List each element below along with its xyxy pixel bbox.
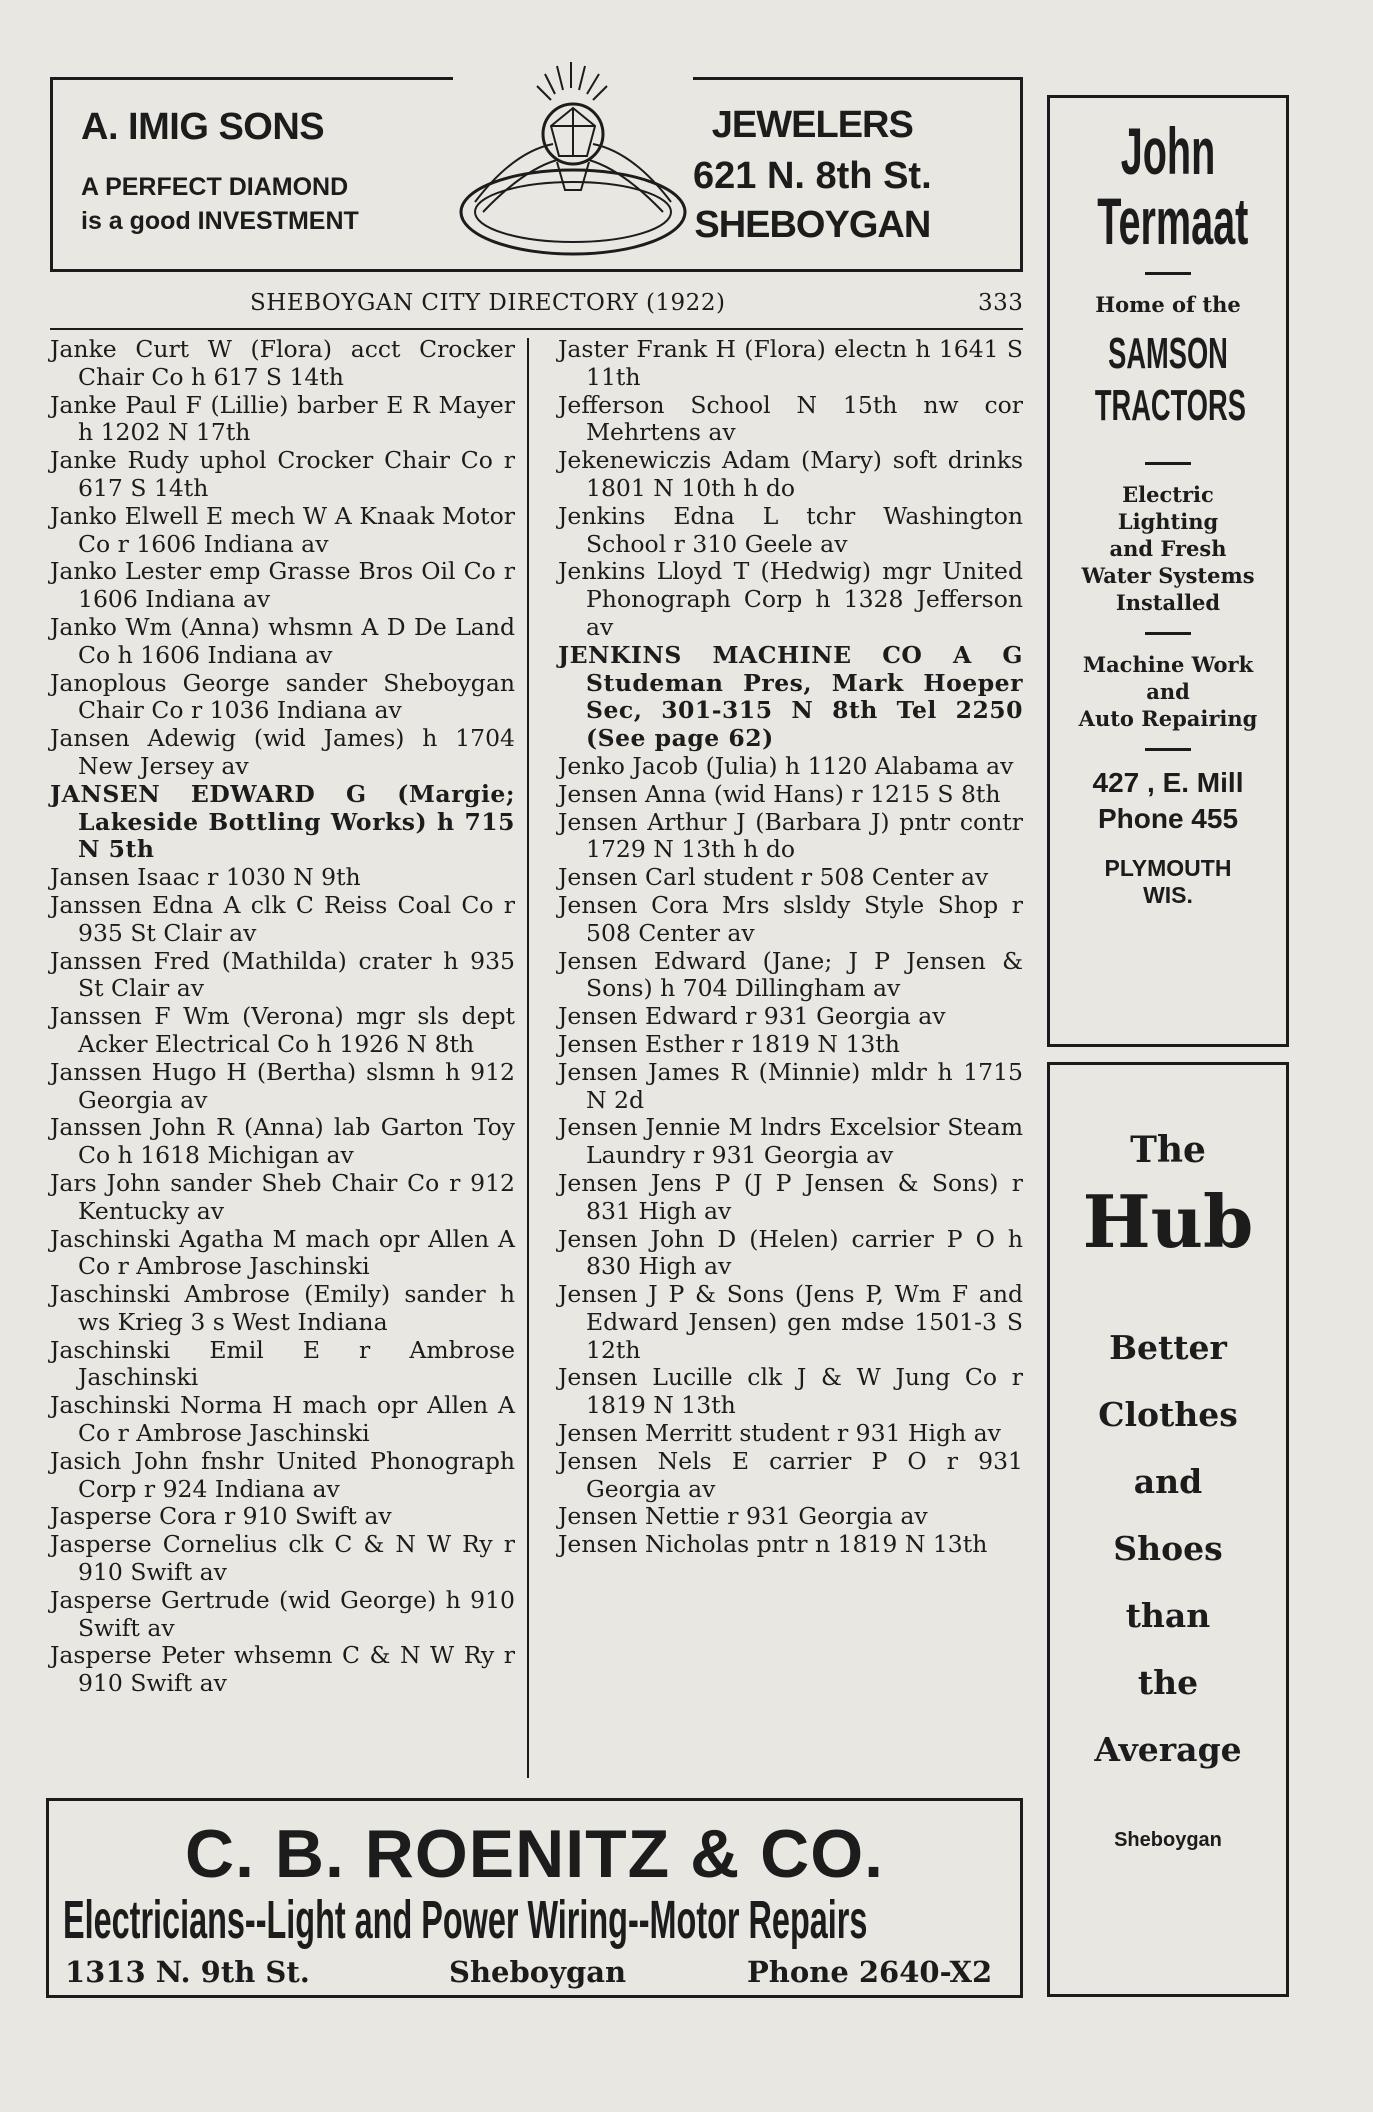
directory-entry: Jensen Merritt student r 931 High av: [558, 1419, 1001, 1448]
termaat-services-2: [1050, 651, 1286, 732]
hub-name: Hub: [1082, 1179, 1254, 1264]
hub-slogan-word: Clothes: [1098, 1395, 1238, 1434]
hub-slogan-word: the: [1137, 1663, 1199, 1702]
directory-entry: JANSEN EDWARD G (Margie; Lakeside Bottling Works) h 715 N 5th: [50, 779, 515, 864]
directory-entry: Jensen Jennie M lndrs Excelsior Steam Laundry r 931 Georgia av: [558, 1113, 1023, 1170]
hub-the: The: [1130, 1129, 1206, 1171]
imig-ad-address: 621 N. 8th St.: [693, 155, 932, 197]
directory-entry: Janko Lester emp Grasse Bros Oil Co r 1606 Indiana av: [50, 557, 515, 614]
directory-entry: Janke Curt W (Flora) acct Crocker Chair Co h 617 S 14th: [50, 335, 515, 391]
directory-entry: Jasperse Peter whsemn C & N W Ry r 910 Swift av: [50, 1641, 515, 1698]
termaat-city-1: PLYMOUTH: [1104, 855, 1232, 881]
directory-entry: Jensen Jens P (J P Jensen & Sons) r 831 High av: [558, 1168, 1023, 1225]
directory-entry: Jensen Cora Mrs slsldy Style Shop r 508 Center av: [558, 890, 1023, 947]
column-divider: [527, 338, 529, 1778]
directory-entry: Jensen Esther r 1819 N 13th: [558, 1029, 900, 1058]
directory-entry: Jasperse Gertrude (wid George) h 910 Swift av: [50, 1585, 515, 1642]
directory-entry: Jensen Carl student r 508 Center av: [558, 863, 989, 892]
termaat-service-line: and: [1146, 679, 1190, 704]
termaat-rule: [1145, 272, 1191, 275]
directory-entry: Janssen Fred (Mathilda) crater h 935 St Clair av: [50, 946, 515, 1003]
directory-entry: Jasperse Cornelius clk C & N W Ry r 910 Swift av: [50, 1530, 515, 1587]
directory-entry: Jensen Nicholas pntr n 1819 N 13th: [558, 1530, 988, 1559]
termaat-city-2: WIS.: [1143, 882, 1193, 908]
directory-entry: Janke Paul F (Lillie) barber E R Mayer h 1202 N 17th: [50, 390, 515, 447]
hub-slogan-word: Average: [1094, 1730, 1242, 1769]
directory-entry: Jansen Isaac r 1030 N 9th: [50, 863, 361, 892]
termaat-name-2: Termaat: [1097, 184, 1249, 258]
directory-entry: Jaschinski Agatha M mach opr Allen A Co r Ambrose Jaschinski: [50, 1224, 515, 1281]
termaat-name-1: John: [1120, 114, 1216, 188]
directory-entry: Jensen Arthur J (Barbara J) pntr contr 1729 N 13th h do: [558, 807, 1023, 864]
directory-entry: Janko Wm (Anna) whsmn A D De Land Co h 1606 Indiana av: [50, 612, 515, 669]
termaat-service-line: Water Systems: [1081, 563, 1255, 588]
imig-ad-name: A. IMIG SONS: [81, 106, 325, 148]
directory-entry: Jasich John fnshr United Phonograph Corp r 924 Indiana av: [50, 1446, 515, 1503]
right-listing-column: [558, 336, 1023, 1559]
roenitz-name: C. B. ROENITZ & CO.: [185, 1816, 884, 1892]
page-number: 333: [978, 290, 1024, 316]
hub-slogan-word: Better: [1109, 1328, 1227, 1367]
directory-title: SHEBOYGAN CITY DIRECTORY (1922): [250, 290, 726, 316]
directory-entry: Jars John sander Sheb Chair Co r 912 Kentucky av: [50, 1168, 515, 1225]
roenitz-tagline: Electricians--Light and Power Wiring--Motor Repairs: [63, 1890, 868, 1950]
termaat-service-line: Auto Repairing: [1078, 706, 1258, 731]
directory-entry: Jansen Adewig (wid James) h 1704 New Jersey av: [50, 724, 515, 780]
termaat-service-line: Machine Work: [1082, 652, 1254, 677]
termaat-service-line: Installed: [1115, 590, 1221, 615]
roenitz-address: 1313 N. 9th St.: [65, 1955, 310, 1989]
imig-ad-jewelers: JEWELERS: [711, 104, 913, 146]
termaat-brand-1: SAMSON: [1108, 329, 1228, 378]
termaat-services-1: [1050, 481, 1286, 616]
directory-entry: Jaschinski Ambrose (Emily) sander h ws Krieg 3 s West Indiana: [50, 1280, 515, 1336]
termaat-phone: Phone 455: [1097, 803, 1239, 834]
directory-entry: Jaschinski Norma H mach opr Allen A Co r Ambrose Jaschinski: [50, 1391, 515, 1448]
left-listing-column: [50, 336, 515, 1698]
hub-city: Sheboygan: [1114, 1829, 1222, 1851]
termaat-rule: [1145, 748, 1191, 751]
hub-slogan: [1050, 1314, 1286, 1783]
hub-slogan-word: than: [1125, 1596, 1211, 1635]
imig-ad-tagline-1: A PERFECT DIAMOND: [81, 173, 349, 201]
directory-entry: Jaschinski Emil E r Ambrose Jaschinski: [50, 1335, 515, 1392]
termaat-service-line: Electric: [1122, 482, 1214, 507]
imig-sons-ad: [50, 77, 1023, 272]
directory-entry: Jensen Anna (wid Hans) r 1215 S 8th: [558, 779, 1001, 808]
directory-entry: Janoplous George sander Sheboygan Chair Co r 1036 Indiana av: [50, 668, 515, 725]
directory-entry: Janssen Hugo H (Bertha) slsmn h 912 Georgia av: [50, 1057, 515, 1114]
termaat-address: 427 , E. Mill: [1092, 767, 1244, 798]
imig-ad-tagline-2: is a good INVESTMENT: [81, 206, 359, 235]
directory-entry: Jensen Nels E carrier P O r 931 Georgia av: [558, 1446, 1023, 1503]
hub-slogan-word: and: [1133, 1462, 1203, 1501]
roenitz-ad: [46, 1798, 1023, 1998]
directory-entry: Jensen James R (Minnie) mldr h 1715 N 2d: [558, 1057, 1023, 1114]
directory-entry: Jenko Jacob (Julia) h 1120 Alabama av: [558, 751, 1014, 780]
directory-entry: Jensen Edward r 931 Georgia av: [558, 1002, 946, 1031]
directory-entry: JENKINS MACHINE CO A G Studeman Pres, Mark Hoeper Sec, 301-315 N 8th Tel 2250 (See page 62): [558, 640, 1023, 753]
header-rule: [50, 328, 1023, 330]
directory-entry: Jefferson School N 15th nw cor Mehrtens av: [558, 390, 1023, 447]
directory-entry: Janssen Edna A clk C Reiss Coal Co r 935 St Clair av: [50, 890, 515, 947]
directory-entry: Jaster Frank H (Flora) electn h 1641 S 11th: [558, 335, 1023, 391]
directory-entry: Janke Rudy uphol Crocker Chair Co r 617 S 14th: [50, 446, 515, 502]
directory-entry: Janko Elwell E mech W A Knaak Motor Co r 1606 Indiana av: [50, 501, 515, 558]
directory-entry: Jekenewiczis Adam (Mary) soft drinks 1801 N 10th h do: [558, 446, 1023, 502]
termaat-service-line: Lighting: [1117, 509, 1219, 534]
hub-ad: [1047, 1062, 1289, 1997]
termaat-rule: [1145, 632, 1191, 635]
termaat-rule: [1145, 462, 1191, 465]
directory-entry: Jensen John D (Helen) carrier P O h 830 High av: [558, 1224, 1023, 1281]
directory-entry: Jenkins Lloyd T (Hedwig) mgr United Phonograph Corp h 1328 Jefferson av: [558, 557, 1023, 641]
directory-entry: Jensen J P & Sons (Jens P, Wm F and Edward Jensen) gen mdse 1501-3 S 12th: [558, 1280, 1023, 1364]
hub-slogan-word: Shoes: [1113, 1529, 1223, 1568]
termaat-brand-2: TRACTORS: [1094, 381, 1246, 430]
directory-entry: Jensen Edward (Jane; J P Jensen & Sons) h 704 Dillingham av: [558, 946, 1023, 1003]
roenitz-phone: Phone 2640-X2: [747, 1955, 993, 1989]
termaat-ad: [1047, 95, 1289, 1047]
roenitz-city: Sheboygan: [449, 1955, 627, 1989]
termaat-home-of: Home of the: [1095, 292, 1241, 317]
directory-entry: Jasperse Cora r 910 Swift av: [50, 1502, 392, 1531]
directory-entry: Jensen Lucille clk J & W Jung Co r 1819 N 13th: [558, 1363, 1023, 1420]
directory-entry: Jenkins Edna L tchr Washington School r 310 Geele av: [558, 501, 1023, 558]
imig-ad-city: SHEBOYGAN: [694, 204, 931, 246]
directory-entry: Jensen Nettie r 931 Georgia av: [558, 1502, 928, 1531]
diamond-ring-icon: [453, 62, 693, 272]
directory-entry: Janssen John R (Anna) lab Garton Toy Co h 1618 Michigan av: [50, 1113, 515, 1170]
directory-entry: Janssen F Wm (Verona) mgr sls dept Acker Electrical Co h 1926 N 8th: [50, 1002, 515, 1058]
termaat-service-line: and Fresh: [1109, 536, 1227, 561]
